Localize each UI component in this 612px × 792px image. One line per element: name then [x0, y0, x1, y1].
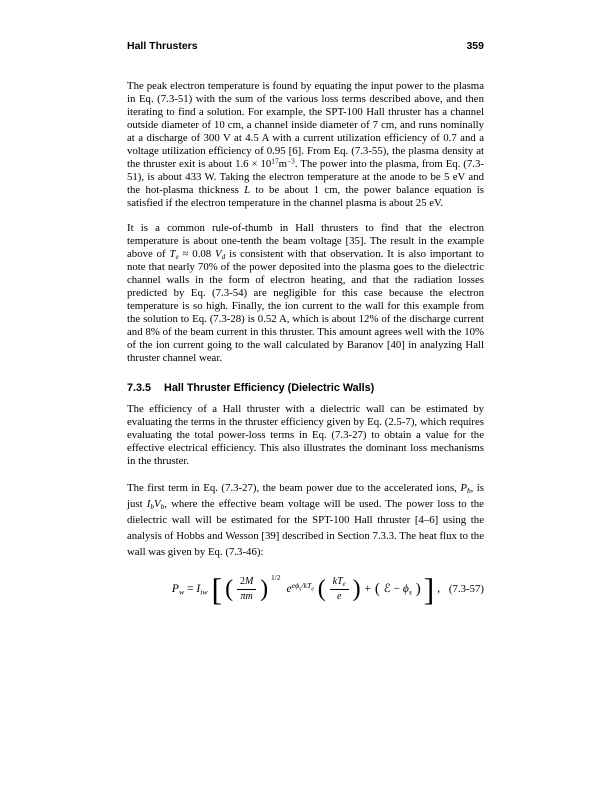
- fraction-kTe-over-e: [330, 576, 349, 602]
- energy-term: ℰ − $\phi_s$: [383, 582, 412, 596]
- fraction-denominator: πm: [240, 590, 253, 602]
- section-number: 7.3.5: [127, 382, 152, 394]
- equation-number: (7.3-57): [448, 583, 484, 595]
- fraction-numerator: $kT_e$: [330, 576, 349, 590]
- equation-7-3-57: $P_w = I_{iw}$ [ ( $\frac{2M}{\pi m}$ ) 1/2 $e^{e\phi}s^{/kT}e$ ( $\frac{kT_e}{e}$ ) + ( ℰ − $\phi_s$ ) ] ,: [171, 571, 441, 607]
- paragraph-rule-of-thumb: It is a common rule-of-thumb in Hall thrusters to find that the electron temperature is about one-tenth the beam voltage [35]. The result in the example above of $T_e \approx 0.08$ $V_d$ is consistent with that observation. It is also important to note that nearly 70% of the power deposited into the plasma goes to the dielectric channel walls in the form of electron heating, and that the radiation losses predicted by Eq. (7.3-54) are negligible for this case because the electron temperature is so high. Finally, the ion current to the wall for this example from the solution to Eq. (7.3-28) is 0.52 A, which is about 12% of the discharge current and 8% of the beam current in this thruster. This amount agrees well with the 10% of the ion current going to the wall calculated by Baranov [40] in analyzing Hall thruster channel wear.: [127, 222, 484, 364]
- running-header-title: Hall Thrusters: [127, 40, 198, 52]
- equation-lhs: $P_w = I_{iw}$: [171, 582, 208, 596]
- running-header: [127, 40, 484, 52]
- fraction-denominator: e: [336, 590, 342, 602]
- plus-operator: +: [364, 582, 371, 595]
- section-heading-7-3-5: [127, 382, 484, 394]
- equation-comma: ,: [437, 582, 441, 595]
- paragraph-efficiency-intro: The efficiency of a Hall thruster with a dielectric wall can be estimated by evaluating the terms in the thruster efficiency given by Eq. (2.5-7), which requires evaluating the total power-loss terms in Eq. (7.3-27) to obtain a value for the effective electrical efficiency. This also illustrates the dominant loss mechanisms in the thruster.: [127, 403, 484, 467]
- fraction-2M-over-pim: [237, 576, 256, 602]
- text-column: [127, 40, 484, 612]
- exponential-term: $e^{e\phi}s^{/kT}e$: [286, 580, 314, 595]
- page-number: 359: [466, 40, 484, 52]
- fraction-numerator: 2M: [237, 576, 256, 590]
- paragraph-first-term: The first term in Eq. (7.3-27), the beam power due to the accelerated ions, $P_b$, is just $I_bV_b$, where the effective beam voltage will be used. The power loss to the dielectric wall will be estimated for the SPT-100 Hall thruster [4–6] using the analysis of Hobbs and Wesson [39] described in Section 7.3.3. The heat flux to the wall was given by Eq. (7.3-46):: [127, 482, 484, 558]
- paragraph-peak-electron-temperature: The peak electron temperature is found by equating the input power to the plasma in Eq. (7.3-51) with the sum of the various loss terms described above, and then iterating to find a solution. For example, the SPT-100 Hall thruster has a channel outside diameter of 10 cm, a channel inside diameter of 7 cm, and runs nominally at a discharge of 300 V at 4.5 A with a current utilization efficiency of 0.7 and a voltage utilization efficiency of 0.95 [6]. From Eq. (7.3-55), the plasma density at the thruster exit is about $1.6 \times 10^{17}m^{-3}$. The power into the plasma, from Eq. (7.3-51), is about 433 W. Taking the electron temperature at the anode to be 5 eV and the hot-plasma thickness L to be about 1 cm, the power balance equation is satisfied if the electron temperature in the channel plasma is about 25 eV.: [127, 80, 485, 209]
- section-title: Hall Thruster Efficiency (Dielectric Walls): [164, 382, 375, 394]
- equation-block: [127, 566, 484, 612]
